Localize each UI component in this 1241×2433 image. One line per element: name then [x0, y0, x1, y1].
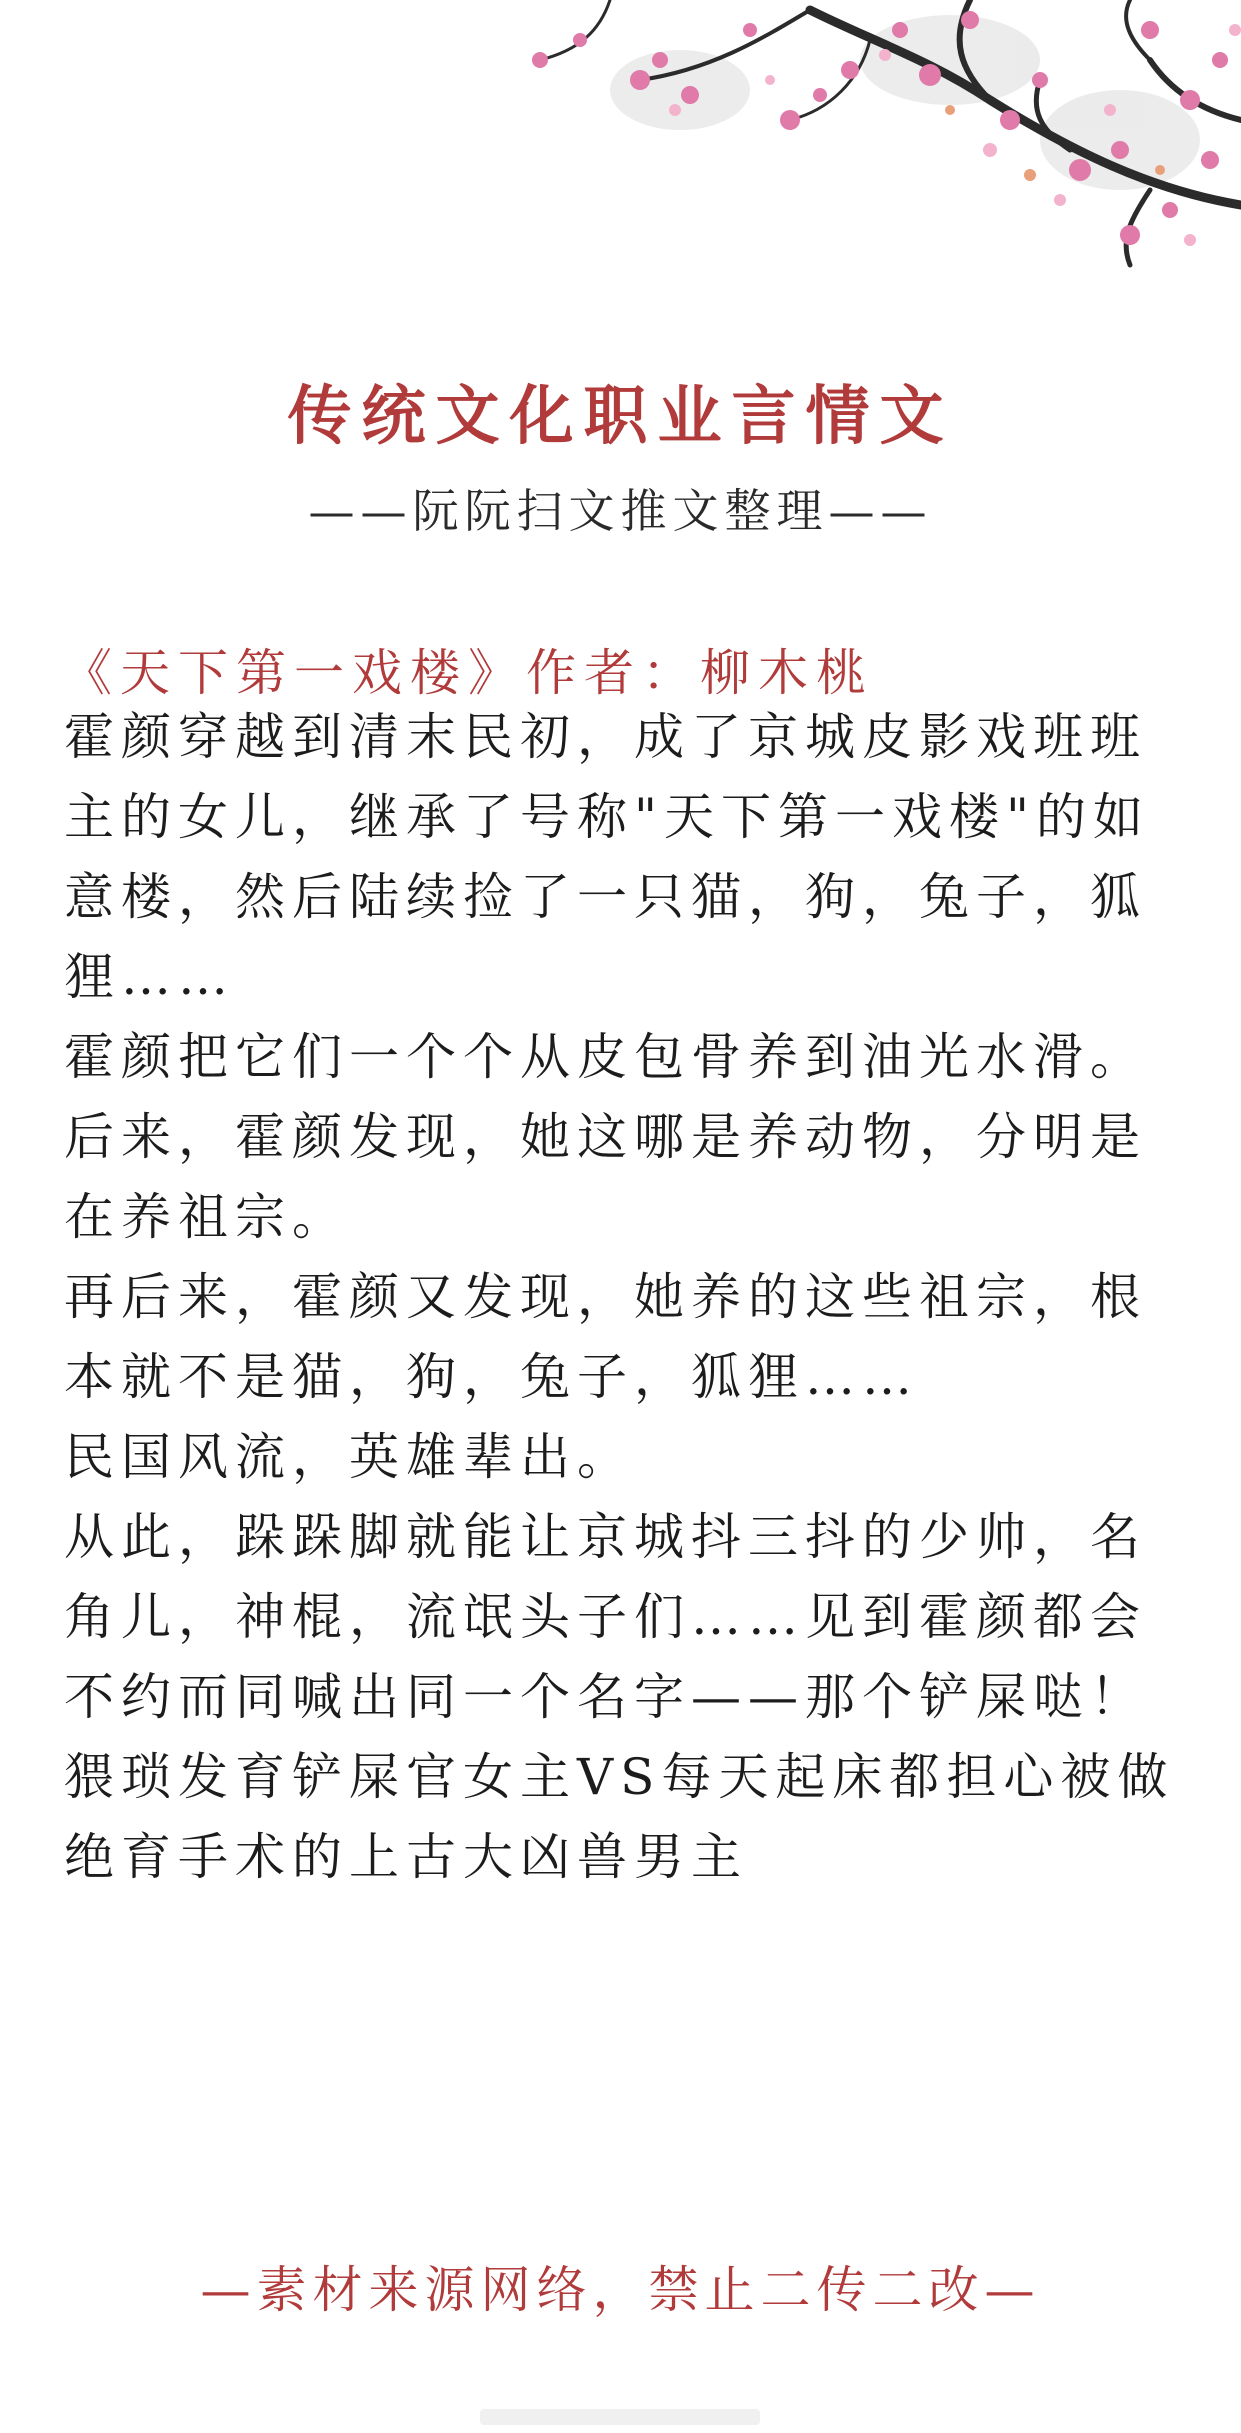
source-note: —素材来源网络，禁止二传二改— — [200, 2261, 1041, 2319]
watermark — [480, 2405, 760, 2429]
synopsis-paragraph: 霍颜把它们一个个从皮包骨养到油光水滑。 — [64, 1028, 1147, 1086]
page-subtitle: ——阮阮扫文推文整理—— — [308, 484, 933, 538]
book-heading: 《天下第一戏楼》作者：柳木桃 — [62, 644, 874, 702]
synopsis-paragraph: 猥琐发育铲屎官女主VS每天起床都担心被做绝育手术的上古大凶兽男主 — [64, 1748, 1175, 1886]
synopsis-paragraph: 再后来，霍颜又发现，她养的这些祖宗，根本就不是猫，狗，兔子，狐狸…… — [64, 1268, 1147, 1406]
page-title: 传统文化职业言情文 — [287, 379, 954, 454]
synopsis-paragraph: 霍颜穿越到清末民初，成了京城皮影戏班班主的女儿，继承了号称"天下第一戏楼"的如意楼，然后陆续捡了一只猫，狗，兔子，狐狸…… — [64, 708, 1150, 1006]
book-synopsis — [64, 697, 1184, 1897]
synopsis-paragraph: 民国风流，英雄辈出。 — [64, 1428, 634, 1486]
plum-blossom-illustration — [430, 0, 1241, 270]
synopsis-paragraph: 从此，跺跺脚就能让京城抖三抖的少帅，名角儿，神棍，流氓头子们……见到霍颜都会不约而同喊出同一个名字——那个铲屎哒！ — [64, 1508, 1147, 1726]
synopsis-paragraph: 后来，霍颜发现，她这哪是养动物，分明是在养祖宗。 — [64, 1108, 1147, 1246]
